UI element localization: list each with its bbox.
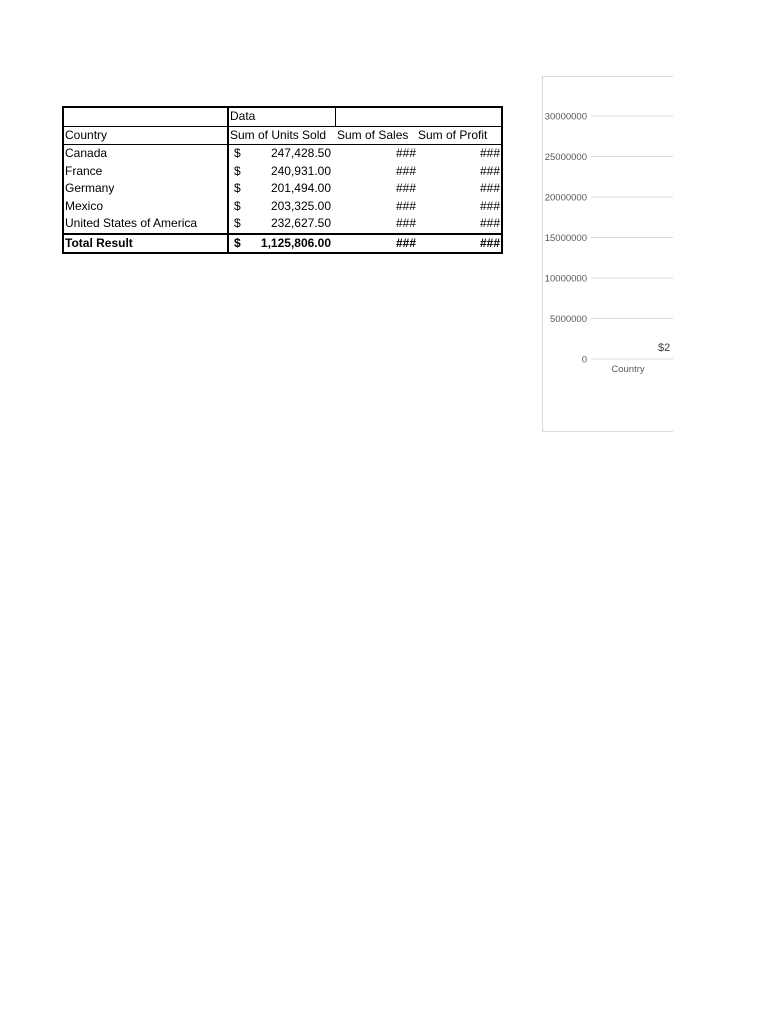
units-cell <box>228 180 335 198</box>
sales-cell: ### <box>395 146 416 161</box>
total-row <box>63 234 502 254</box>
chart-plot <box>543 77 673 431</box>
data-label: $2 <box>658 342 671 354</box>
profit-cell: ### <box>479 146 500 161</box>
total-sales-cell: ### <box>335 234 417 254</box>
corner-cell <box>63 107 228 126</box>
sales-cell: ### <box>395 216 416 231</box>
table-row <box>63 145 502 163</box>
profit-cell: ### <box>479 181 500 196</box>
currency-symbol: $ <box>234 181 241 196</box>
currency-symbol: $ <box>234 198 241 213</box>
country-cell: France <box>63 163 228 181</box>
units-cell <box>228 163 335 181</box>
sales-cell: ### <box>395 198 416 213</box>
x-axis-label: Country <box>611 364 645 375</box>
chart-area[interactable] <box>542 76 673 432</box>
currency-symbol: $ <box>234 146 241 161</box>
units-cell <box>228 145 335 163</box>
units-value: 240,931.00 <box>270 163 331 178</box>
currency-symbol: $ <box>234 235 241 250</box>
pivot-table <box>62 106 503 254</box>
profit-cell: ### <box>479 163 500 178</box>
country-cell: Mexico <box>63 198 228 216</box>
total-profit-cell: ### <box>417 234 502 254</box>
sales-cell: ### <box>395 163 416 178</box>
currency-symbol: $ <box>234 216 241 231</box>
total-units-value: 1,125,806.00 <box>260 235 331 250</box>
table-row <box>63 163 502 181</box>
y-tick-label: 15000000 <box>544 233 587 244</box>
y-tick-label: 20000000 <box>544 192 587 204</box>
pivot-header-row <box>63 126 502 145</box>
sales-cell: ### <box>395 181 416 196</box>
empty-header-cell <box>335 107 417 126</box>
data-label: Data <box>228 107 335 126</box>
units-cell <box>228 215 335 234</box>
country-cell: United States of America <box>63 215 228 234</box>
column-header-sales: Sum of Sales <box>335 126 417 145</box>
table-row <box>63 180 502 198</box>
profit-cell: ### <box>479 198 500 213</box>
total-label: Total Result <box>63 234 228 254</box>
pivot-data-row <box>63 107 502 126</box>
total-units-cell <box>228 234 335 254</box>
column-header-units: Sum of Units Sold <box>228 126 335 145</box>
table-row <box>63 198 502 216</box>
units-value: 201,494.00 <box>270 181 331 196</box>
y-tick-label: 30000000 <box>544 111 587 123</box>
country-cell: Germany <box>63 180 228 198</box>
y-tick-label: 25000000 <box>544 152 587 163</box>
units-value: 247,428.50 <box>270 146 331 161</box>
y-tick-label: 5000000 <box>550 314 587 325</box>
profit-cell: ### <box>479 216 500 231</box>
country-cell: Canada <box>63 145 228 163</box>
column-header-country: Country <box>63 126 228 145</box>
currency-symbol: $ <box>234 163 241 178</box>
units-cell <box>228 198 335 216</box>
column-header-profit: Sum of Profit <box>417 126 502 145</box>
y-tick-label: 0 <box>581 354 587 366</box>
empty-header-cell <box>417 107 502 126</box>
units-value: 203,325.00 <box>270 198 331 213</box>
y-tick-label: 10000000 <box>544 273 587 285</box>
units-value: 232,627.50 <box>270 216 331 231</box>
table-row <box>63 215 502 234</box>
